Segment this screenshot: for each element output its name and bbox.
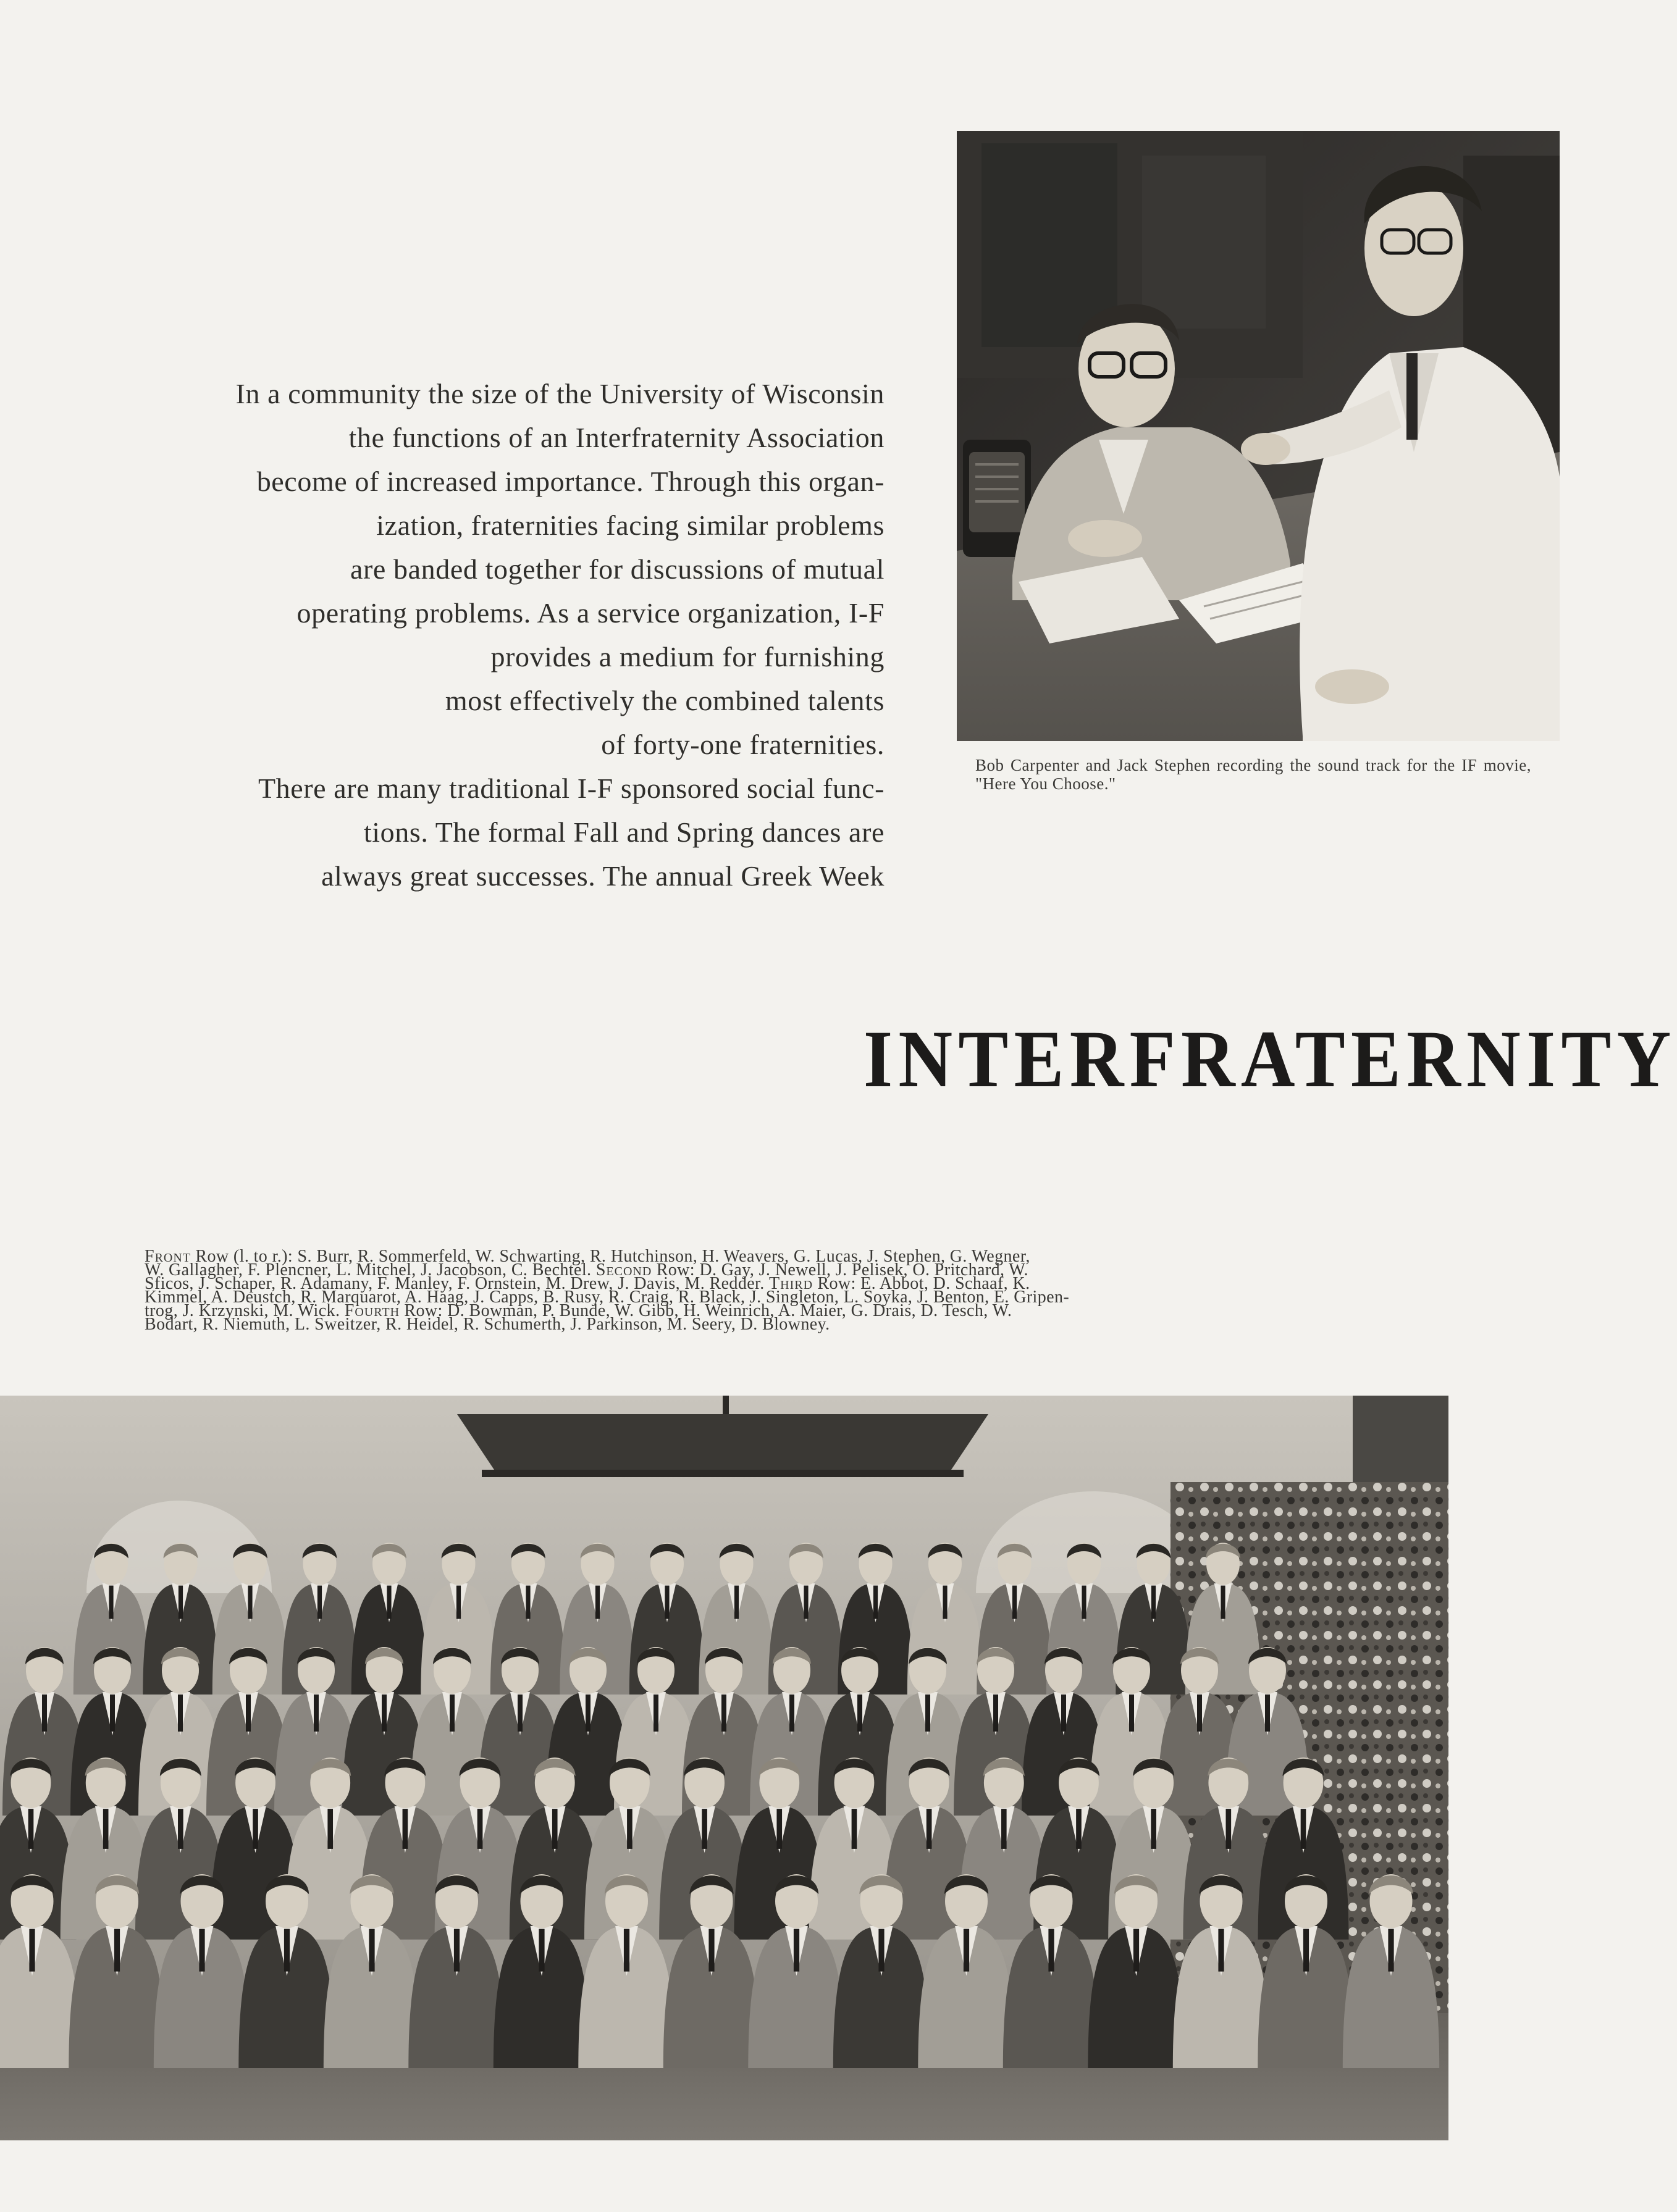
names-line: Bodart, R. Niemuth, L. Sweitzer, R. Heidel, R. Schumerth, J. Parkinson, M. Seery, D. Blowney. <box>145 1315 830 1334</box>
person-tie <box>477 1809 483 1849</box>
person-tie <box>403 1809 408 1849</box>
person-tie <box>450 1695 455 1732</box>
person-tie <box>456 1586 461 1619</box>
person-tie <box>734 1586 739 1619</box>
row-label: Second <box>595 1260 652 1280</box>
person-tie <box>179 1586 183 1619</box>
person-tie <box>708 1929 714 1972</box>
person-tie <box>1001 1809 1007 1849</box>
person-tie <box>1221 1586 1225 1619</box>
text-line: are banded together for discussions of mutual <box>350 553 885 585</box>
person-tie <box>776 1809 782 1849</box>
person-tie <box>552 1809 558 1849</box>
person-tie <box>327 1809 333 1849</box>
person-tie <box>246 1695 251 1732</box>
person-tie <box>1129 1695 1134 1732</box>
person-tie <box>103 1809 109 1849</box>
row-label: Third <box>769 1274 813 1293</box>
person-tie <box>1048 1929 1054 1972</box>
page-title: INTERFRATERNITY <box>863 1013 1677 1104</box>
row-label: Fourth <box>344 1301 400 1320</box>
person-tie <box>1265 1695 1270 1732</box>
person-tie <box>109 1586 113 1619</box>
recording-photo <box>957 131 1560 741</box>
row-text: Row (l. to r.): <box>191 1247 298 1266</box>
person-tie <box>199 1929 204 1972</box>
person-tie <box>114 1929 120 1972</box>
text-line: In a community the size of the University of Wisconsin <box>235 378 885 409</box>
person-tie <box>110 1695 115 1732</box>
person-tie <box>964 1929 969 1972</box>
person-tie <box>382 1695 387 1732</box>
person-tie <box>1082 1586 1086 1619</box>
person-tie <box>878 1929 884 1972</box>
person-tie <box>1301 1809 1306 1849</box>
person-tie <box>369 1929 374 1972</box>
intro-paragraph <box>136 372 885 898</box>
person-tie <box>1388 1929 1393 1972</box>
person-tie <box>42 1695 47 1732</box>
text-line: become of increased importance. Through this organ- <box>256 466 885 497</box>
person-tie <box>317 1586 322 1619</box>
person-tie <box>518 1695 523 1732</box>
person-tie <box>943 1586 947 1619</box>
text-line: the functions of an Interfraternity Association <box>348 422 885 453</box>
row-text: Row: E. Abbot, D. Schaaf, K. <box>813 1274 1030 1293</box>
person-tie <box>804 1586 808 1619</box>
row-text: Row: D. Gay, J. Newell, J. Pelisek, O. Pritchard, W. <box>652 1260 1028 1280</box>
person-tie <box>595 1586 600 1619</box>
person-tie <box>28 1809 34 1849</box>
group-photo <box>0 1396 1448 2140</box>
group-photo-image <box>0 1396 1448 2140</box>
person-tie <box>1133 1929 1139 1972</box>
person-tie <box>789 1695 794 1732</box>
person-tie <box>526 1586 530 1619</box>
person-tie <box>1226 1809 1232 1849</box>
person-tie <box>248 1586 252 1619</box>
person-tie <box>873 1586 878 1619</box>
person-tie <box>1076 1809 1082 1849</box>
person-tie <box>1012 1586 1017 1619</box>
person-tie <box>665 1586 669 1619</box>
person-tie <box>29 1929 35 1972</box>
person-tie <box>387 1586 391 1619</box>
text-line: of forty-one fraternities. <box>601 729 885 760</box>
person-tie <box>721 1695 726 1732</box>
person-tie <box>1151 1586 1156 1619</box>
photo-caption: Bob Carpenter and Jack Stephen recording the sound track for the IF movie, "Here You Choose." <box>975 756 1531 793</box>
person-tie <box>925 1695 930 1732</box>
person-tie <box>627 1809 633 1849</box>
person-tie <box>1197 1695 1202 1732</box>
person-tie <box>454 1929 460 1972</box>
recording-photo-image <box>957 131 1560 741</box>
person-tie <box>314 1695 319 1732</box>
text-line: most effectively the combined talents <box>445 685 885 716</box>
text-line: There are many traditional I-F sponsored social func- <box>258 773 885 804</box>
person-tie <box>927 1809 932 1849</box>
person-tie <box>253 1809 258 1849</box>
person-tie <box>654 1695 658 1732</box>
text-line: always great successes. The annual Greek Week <box>321 860 885 892</box>
person-tie <box>857 1695 862 1732</box>
row-text: trog, J. Krzynski, M. Wick. <box>145 1301 345 1320</box>
row-label: Front <box>145 1247 191 1266</box>
person-tie <box>624 1929 629 1972</box>
person-tie <box>1151 1809 1156 1849</box>
person-tie <box>1303 1929 1309 1972</box>
row-text: W. Gallagher, F. Plencner, L. Mitchel, J. Jacobson, C. Bechtel. <box>145 1260 596 1280</box>
row-text: S. Burr, R. Sommerfeld, W. Schwarting, R. Hutchinson, H. Weavers, G. Lucas, J. Stephen, G. Wegner, <box>297 1247 1030 1266</box>
person-tie <box>178 1809 183 1849</box>
person-tie <box>539 1929 544 1972</box>
person-tie <box>586 1695 591 1732</box>
person-tie <box>178 1695 183 1732</box>
person-tie <box>794 1929 799 1972</box>
row-text: Row: D. Bowman, P. Bunde, W. Gibb, H. Weinrich, A. Maier, G. Drais, D. Tesch, W. <box>400 1301 1012 1320</box>
person-tie <box>284 1929 290 1972</box>
text-line: tions. The formal Fall and Spring dances are <box>363 816 885 848</box>
person-tie <box>993 1695 998 1732</box>
text-line: operating problems. As a service organization, I-F <box>296 597 885 629</box>
names-line: Kimmel, A. Deustch, R. Marquarot, A. Haag, J. Capps, B. Rusy, R. Craig, R. Black, J. Singleton, L. Soyka, J. Benton, E. Gripen- <box>145 1288 1070 1307</box>
person-tie <box>1061 1695 1066 1732</box>
person-tie <box>1218 1929 1224 1972</box>
text-line: provides a medium for furnishing <box>490 641 885 672</box>
row-text: Sficos, J. Schaper, R. Adamany, F. Manley, F. Ornstein, M. Drew, J. Davis, M. Redder. <box>145 1274 770 1293</box>
text-line: ization, fraternities facing similar problems <box>376 509 885 541</box>
group-photo-names <box>145 1247 1255 1334</box>
person-tie <box>852 1809 857 1849</box>
person-tie <box>702 1809 707 1849</box>
